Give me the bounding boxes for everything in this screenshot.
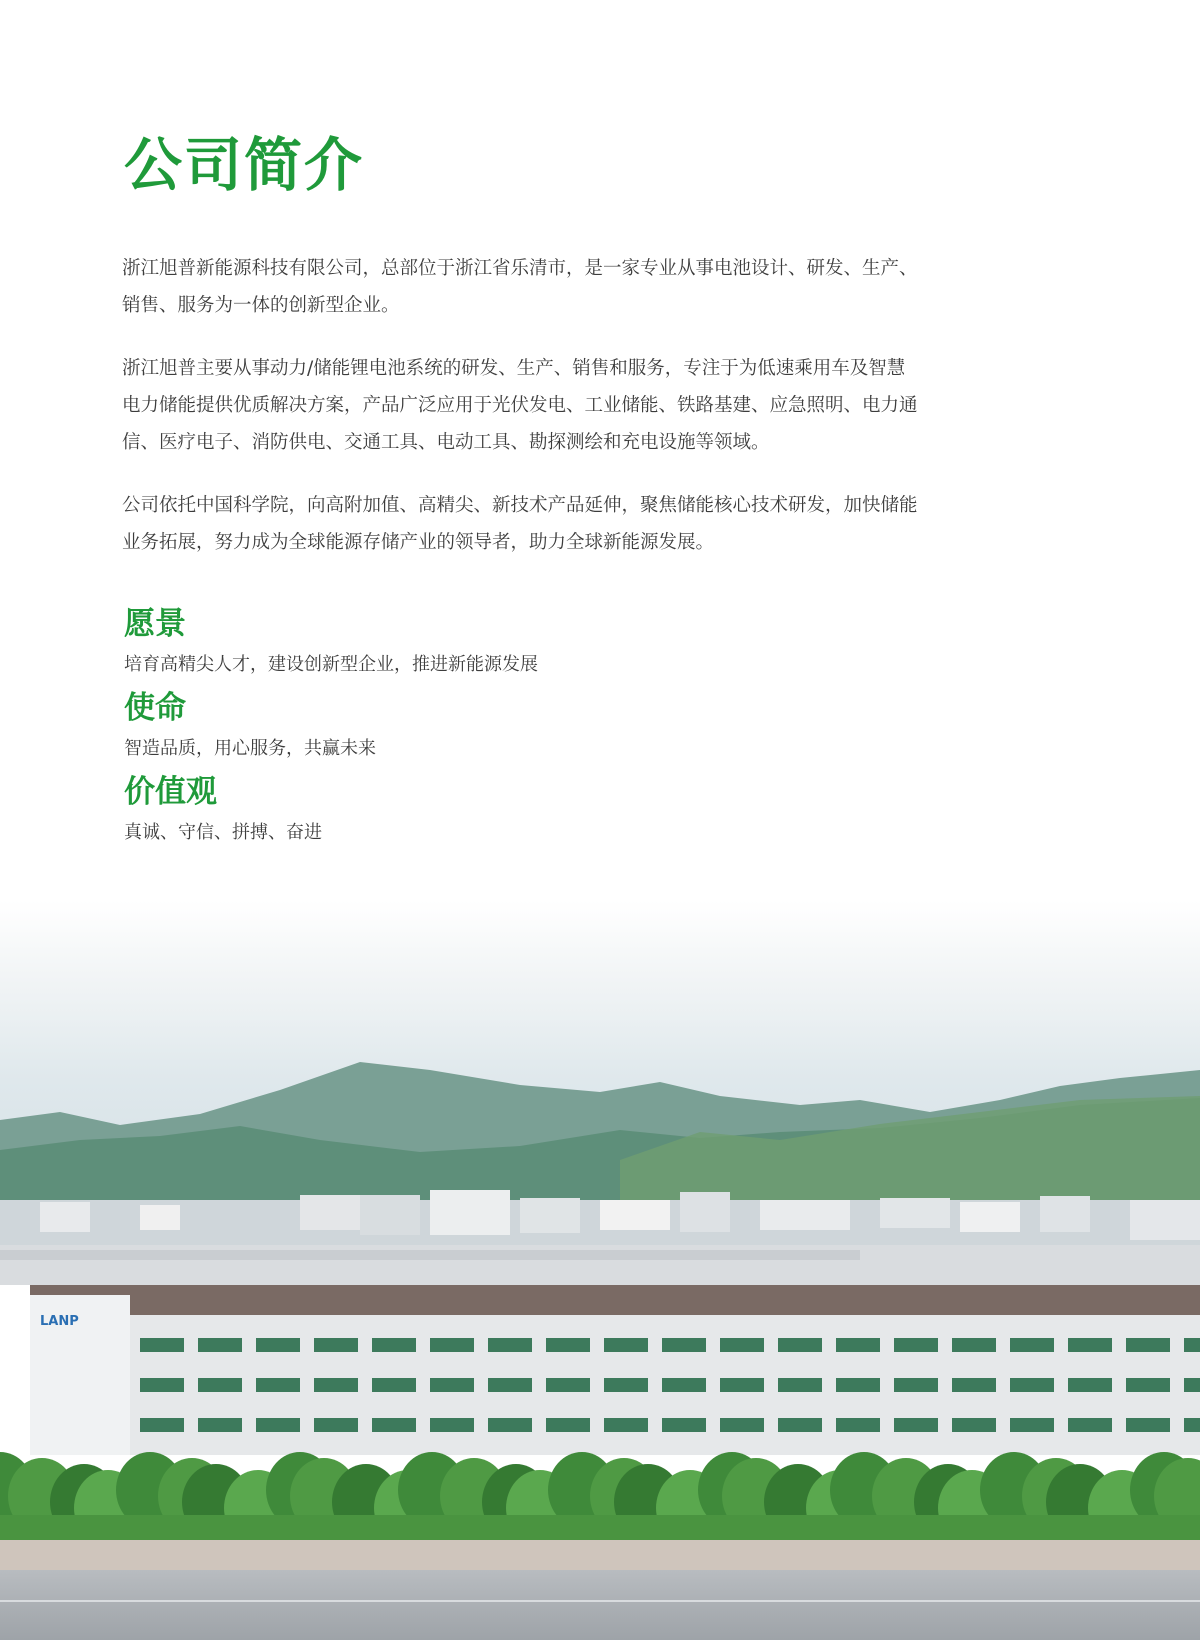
tree-line xyxy=(0,1452,1200,1546)
window xyxy=(1068,1418,1112,1432)
values-section xyxy=(124,604,538,856)
window xyxy=(604,1378,648,1392)
window xyxy=(314,1338,358,1352)
core-values-heading: 价值观 xyxy=(124,774,217,810)
window xyxy=(952,1418,996,1432)
window xyxy=(836,1378,880,1392)
window xyxy=(662,1378,706,1392)
window xyxy=(1184,1418,1200,1432)
factory-photo-illustration xyxy=(0,900,1200,1640)
window xyxy=(952,1338,996,1352)
window xyxy=(372,1378,416,1392)
window xyxy=(256,1378,300,1392)
hedge xyxy=(0,1515,1200,1543)
window xyxy=(1010,1378,1054,1392)
window xyxy=(1068,1338,1112,1352)
window xyxy=(198,1418,242,1432)
window xyxy=(314,1378,358,1392)
intro-paragraph-1: 浙江旭普新能源科技有限公司，总部位于浙江省乐清市，是一家专业从事电池设计、研发、生产、销售、服务为一体的创新型企业。 xyxy=(122,258,918,316)
factory-photo xyxy=(0,900,1200,1640)
window xyxy=(720,1338,764,1352)
window xyxy=(198,1338,242,1352)
vision-text: 培育高精尖人才，建设创新型企业，推进新能源发展 xyxy=(124,654,538,675)
window xyxy=(1126,1418,1170,1432)
mission-heading: 使命 xyxy=(124,690,186,726)
window xyxy=(1184,1378,1200,1392)
building-sign: LANP xyxy=(40,1314,79,1329)
window xyxy=(894,1378,938,1392)
window xyxy=(488,1378,532,1392)
window xyxy=(546,1338,590,1352)
window xyxy=(952,1378,996,1392)
window xyxy=(488,1418,532,1432)
window xyxy=(1010,1418,1054,1432)
mission-text: 智造品质，用心服务，共赢未来 xyxy=(124,738,376,759)
vision-heading: 愿景 xyxy=(124,606,186,642)
window xyxy=(778,1338,822,1352)
window xyxy=(720,1418,764,1432)
intro-section xyxy=(122,250,922,587)
window xyxy=(720,1378,764,1392)
window xyxy=(546,1418,590,1432)
window xyxy=(256,1418,300,1432)
window xyxy=(256,1338,300,1352)
window xyxy=(372,1338,416,1352)
window xyxy=(140,1418,184,1432)
window xyxy=(430,1338,474,1352)
core-values-block xyxy=(124,772,538,846)
window xyxy=(1010,1338,1054,1352)
window xyxy=(604,1418,648,1432)
vision-block xyxy=(124,604,538,678)
window xyxy=(430,1378,474,1392)
window xyxy=(662,1338,706,1352)
window xyxy=(604,1338,648,1352)
window xyxy=(1126,1378,1170,1392)
window xyxy=(894,1338,938,1352)
mission-block xyxy=(124,688,538,762)
road xyxy=(0,1570,1200,1640)
window xyxy=(140,1378,184,1392)
window xyxy=(430,1418,474,1432)
window xyxy=(836,1418,880,1432)
window xyxy=(1068,1378,1112,1392)
window xyxy=(1184,1338,1200,1352)
window xyxy=(488,1338,532,1352)
window xyxy=(778,1378,822,1392)
window xyxy=(198,1378,242,1392)
page-title: 公司简介 xyxy=(124,131,365,199)
road-shoulder xyxy=(0,1540,1200,1570)
window xyxy=(778,1418,822,1432)
core-values-text: 真诚、守信、拼搏、奋进 xyxy=(124,822,322,843)
window xyxy=(140,1338,184,1352)
window xyxy=(662,1418,706,1432)
window xyxy=(1126,1338,1170,1352)
window xyxy=(372,1418,416,1432)
window xyxy=(546,1378,590,1392)
intro-paragraph-3: 公司依托中国科学院，向高附加值、高精尖、新技术产品延伸，聚焦储能核心技术研发，加快储能业务拓展，努力成为全球能源存储产业的领导者，助力全球新能源发展。 xyxy=(122,495,918,553)
intro-paragraph-2: 浙江旭普主要从事动力/储能锂电池系统的研发、生产、销售和服务，专注于为低速乘用车及智慧电力储能提供优质解决方案，产品广泛应用于光伏发电、工业储能、铁路基建、应急照明、电力通信、医疗电子、消防供电、交通工具、电动工具、勘探测绘和充电设施等领域。 xyxy=(122,358,918,453)
window xyxy=(894,1418,938,1432)
window xyxy=(314,1418,358,1432)
window xyxy=(836,1338,880,1352)
